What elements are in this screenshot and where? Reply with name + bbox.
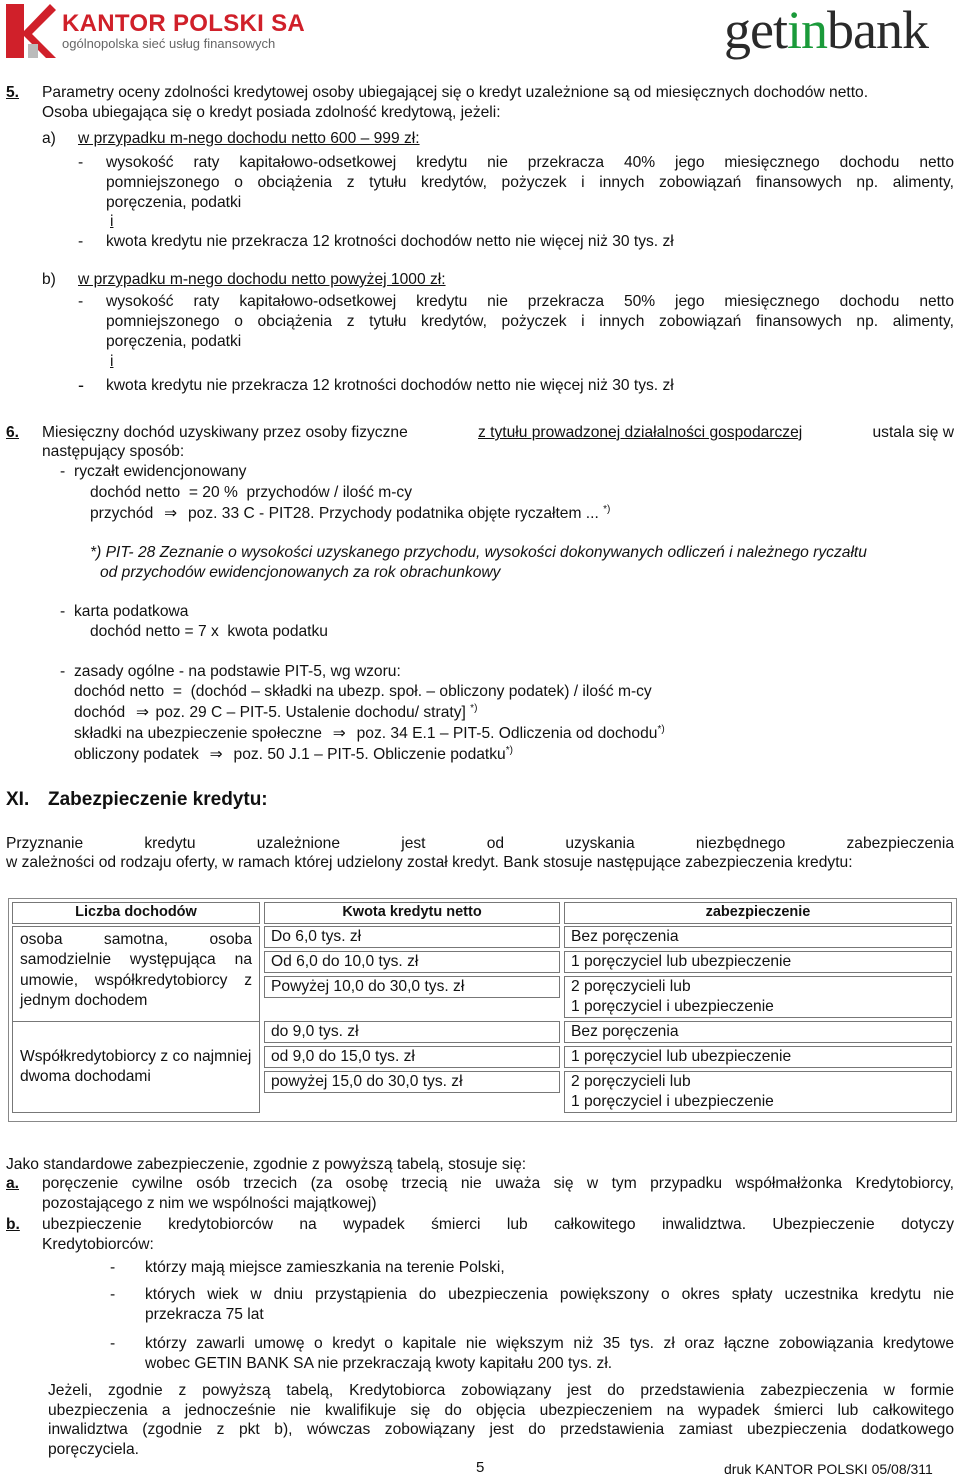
page-number: 5 xyxy=(476,1459,485,1476)
ryczalt-przychod xyxy=(90,504,610,524)
section-6-line-1-underlined: z tytułu prowadzonej działalności gospodarczej xyxy=(478,424,803,441)
footnote-mark: *) xyxy=(470,702,478,714)
item-a-line-1: poręczenie cywilne osób trzecich (za osobę trzecią nie uważa się w tym przypadku współmałżonka Kredytobiorcy, xyxy=(42,1175,954,1192)
table-cell-security: 1 poręczyciel lub ubezpieczenie xyxy=(564,951,952,973)
zasady-formula: dochód netto = (dochód – składki na ubezp. społ. – obliczony podatek) / ilość m-cy xyxy=(74,683,652,700)
dash: - xyxy=(78,233,84,250)
arrow-right-icon: ⇒ xyxy=(209,746,223,763)
table-cell-security-line-1: 2 poręczycieli lub xyxy=(571,978,691,995)
skladki-label: składki na ubezpieczenie społeczne xyxy=(74,725,322,742)
section-xi-title: Zabezpieczenie kredytu: xyxy=(48,789,268,810)
table-cell-security: Bez poręczenia xyxy=(564,926,952,948)
standard-intro: Jako standardowe zabezpieczenie, zgodnie z powyższą tabelą, stosuje się: xyxy=(6,1156,527,1173)
footnote-mark: *) xyxy=(657,723,665,735)
section-xi-number: XI. xyxy=(6,789,30,810)
item-b-label: b. xyxy=(6,1216,20,1233)
table-group-1-label: osoba samotna, osoba samodzielnie występująca na umowie, współkredytobiorcy z jednym dochodem xyxy=(12,926,260,1022)
table-cell-amount: Do 6,0 tys. zł xyxy=(264,926,560,948)
karta-heading: karta podatkowa xyxy=(74,603,189,620)
getin-bank-logo xyxy=(724,0,928,60)
kantor-logo-mark-icon xyxy=(6,4,56,58)
podatek-label: obliczony podatek xyxy=(74,746,199,763)
dash: - xyxy=(78,154,84,171)
podatek-ref: poz. 50 J.1 – PIT-5. Obliczenie podatku xyxy=(233,746,506,763)
item-a-1-line-2: pomniejszonego o obciążenia z tytułu kredytów, pożyczek i innych zobowiązań finansowych np. alimenty, xyxy=(106,174,954,191)
table-cell-security: 1 poręczyciel lub ubezpieczenie xyxy=(564,1046,952,1068)
karta-formula: dochód netto = 7 x kwota podatku xyxy=(90,623,328,640)
condition-1: którzy mają miejsce zamieszkania na terenie Polski, xyxy=(145,1259,505,1276)
ryczalt-heading: ryczałt ewidencjonowany xyxy=(74,463,247,480)
item-a-1-line-3: poręczenia, podatki xyxy=(106,194,242,211)
przychod-label: przychód xyxy=(90,505,154,522)
footnote-mark: *) xyxy=(505,744,513,756)
getin-logo-bank: bank xyxy=(827,0,928,60)
przychod-ref: poz. 33 C - PIT28. Przychody podatnika objęte ryczałtem ... xyxy=(187,505,599,522)
item-a-label: a) xyxy=(42,130,56,147)
table-cell-amount: Od 6,0 do 10,0 tys. zł xyxy=(264,951,560,973)
dochod-ref: poz. 29 C – PIT-5. Ustalenie dochodu/ straty] xyxy=(155,704,466,721)
dash: - xyxy=(60,663,66,680)
zasady-podatek xyxy=(74,745,513,765)
table-cell-security xyxy=(564,976,952,1018)
table-group-2-label: Współkredytobiorcy z co najmniej dwoma dochodami xyxy=(12,1021,260,1113)
item-a-heading: w przypadku m-nego dochodu netto 600 – 999 zł: xyxy=(78,130,420,147)
item-b-1-line-3: poręczenia, podatki xyxy=(106,333,242,350)
section-6-line-1 xyxy=(42,423,954,443)
section-xi-paragraph-line-2: w zależności od rodzaju oferty, w ramach której udzielony został kredyt. Bank stosuje następujące zabezpieczenia kredytu: xyxy=(6,854,853,871)
table-cell-security xyxy=(564,1071,952,1113)
dash: - xyxy=(78,293,84,310)
section-6-line-1-b: ustala się w xyxy=(872,424,954,441)
zasady-dochod xyxy=(74,703,477,723)
section-6-line-2: następujący sposób: xyxy=(42,443,185,460)
item-a-1-line-1: wysokość raty kapitałowo-odsetkowej kredytu nie przekracza 40% jego miesięcznego dochodu netto xyxy=(106,154,954,171)
dash: - xyxy=(78,375,84,395)
item-b-1-line-2: pomniejszonego o obciążenia z tytułu kredytów, pożyczek i innych zobowiązań finansowych np. alimenty, xyxy=(106,313,954,330)
item-b-2: kwota kredytu nie przekracza 12 krotności dochodów netto nie więcej niż 30 tys. zł xyxy=(106,377,674,394)
security-table xyxy=(8,898,957,1122)
table-cell-security-line-2: 1 poręczyciel i ubezpieczenie xyxy=(571,1093,774,1111)
skladki-ref: poz. 34 E.1 – PIT-5. Odliczenia od dochodu xyxy=(356,725,658,742)
zasady-heading: zasady ogólne - na podstawie PIT-5, wg wzoru: xyxy=(74,663,401,680)
final-paragraph-line-1: Jeżeli, zgodnie z powyższą tabelą, Kredytobiorca zobowiązany jest do przedstawienia zabezpieczenia w formie xyxy=(48,1382,954,1399)
final-paragraph-line-2: ubezpieczenia a jednocześnie nie kwalifikuje się do objęcia ubezpieczeniem na wypadek śmierci lub całkowitego xyxy=(48,1402,954,1419)
table-cell-amount: do 9,0 tys. zł xyxy=(264,1021,560,1043)
item-a-and: i xyxy=(110,213,114,230)
table-cell-amount: powyżej 15,0 do 30,0 tys. zł xyxy=(264,1071,560,1093)
print-code: druk KANTOR POLSKI 05/08/311 xyxy=(724,1461,933,1477)
zasady-skladki xyxy=(74,724,665,744)
item-a-line-2: pozostającego z nim we wspólności majątkowej) xyxy=(42,1195,377,1212)
table-cell-security-line-1: 2 poręczycieli lub xyxy=(571,1073,691,1090)
item-b-label: b) xyxy=(42,271,56,288)
arrow-right-icon: ⇒ xyxy=(332,725,346,742)
item-a-label: a. xyxy=(6,1175,20,1192)
kantor-title: KANTOR POLSKI SA xyxy=(62,10,306,37)
item-b-line-2: Kredytobiorców: xyxy=(42,1236,154,1253)
item-b-1-line-1: wysokość raty kapitałowo-odsetkowej kredytu nie przekracza 50% jego miesięcznego dochodu netto xyxy=(106,293,954,310)
dash: - xyxy=(60,603,66,620)
condition-2-line-2: przekracza 75 lat xyxy=(145,1306,264,1323)
ryczalt-formula: dochód netto = 20 % przychodów / ilość m-cy xyxy=(90,484,412,501)
dash: - xyxy=(110,1259,116,1276)
getin-logo-in: in xyxy=(786,0,827,60)
footnote-line-1: *) PIT- 28 Zeznanie o wysokości uzyskanego przychodu, wysokości dokonywanych odliczeń i należnego ryczałtu xyxy=(90,544,867,561)
footnote-line-2: od przychodów ewidencjonowanych za rok obrachunkowy xyxy=(100,564,501,581)
dash: - xyxy=(110,1335,116,1352)
table-cell-amount: Powyżej 10,0 do 30,0 tys. zł xyxy=(264,976,560,998)
table-header-amount: Kwota kredytu netto xyxy=(264,902,560,924)
getin-logo-get: get xyxy=(724,0,787,60)
arrow-right-icon: ⇒ xyxy=(164,505,178,522)
table-header-income: Liczba dochodów xyxy=(12,902,260,924)
item-b-and: i xyxy=(110,353,114,370)
section-6-number: 6. xyxy=(6,424,20,441)
table-cell-amount: od 9,0 do 15,0 tys. zł xyxy=(264,1046,560,1068)
arrow-right-icon: ⇒ xyxy=(135,704,150,721)
dochod-label: dochód xyxy=(74,704,126,721)
section-6-line-1-a: Miesięczny dochód uzyskiwany przez osoby fizyczne xyxy=(42,424,408,441)
dash: - xyxy=(60,463,66,480)
condition-3-line-2: wobec GETIN BANK SA nie przekraczają kwoty kapitału 200 tys. zł. xyxy=(145,1355,613,1372)
kantor-subtitle: ogólnopolska sieć usług finansowych xyxy=(62,36,276,51)
section-5-intro-2: Osoba ubiegająca się o kredyt posiada zdolność kredytową, jeżeli: xyxy=(42,104,501,121)
item-a-2: kwota kredytu nie przekracza 12 krotności dochodów netto nie więcej niż 30 tys. zł xyxy=(106,233,674,250)
table-cell-security: Bez poręczenia xyxy=(564,1021,952,1043)
section-5-number: 5. xyxy=(6,84,20,101)
dash: - xyxy=(110,1286,116,1303)
final-paragraph-line-3: inwalidztwa (zgodnie z pkt b), wówczas zobowiązany jest do przedstawienia zamiast ubezpieczenia dodatkowego xyxy=(48,1421,954,1438)
section-xi-paragraph-line-1: Przyznanie kredytu uzależnione jest od uzyskania niezbędnego zabezpieczenia xyxy=(6,835,954,852)
condition-3-line-1: którzy zawarli umowę o kredyt o kapitale nie większym niż 35 tys. zł oraz łączne zobowiązania kredytowe xyxy=(145,1335,954,1352)
table-cell-security-line-2: 1 poręczyciel i ubezpieczenie xyxy=(571,998,774,1016)
table-header-security: zabezpieczenie xyxy=(564,902,952,924)
section-5-intro-1: Parametry oceny zdolności kredytowej osoby ubiegającej się o kredyt uzależnione są od miesięcznych dochodów netto. xyxy=(42,84,869,101)
final-paragraph-line-4: poręczyciela. xyxy=(48,1441,140,1458)
item-b-heading: w przypadku m-nego dochodu netto powyżej 1000 zł: xyxy=(78,271,446,288)
item-b-line-1: ubezpieczenie kredytobiorców na wypadek śmierci lub całkowitego inwalidztwa. Ubezpieczenie dotyczy xyxy=(42,1216,954,1233)
condition-2-line-1: których wiek w dniu przystąpienia do ubezpieczenia powiększony o okres spłaty uczestnika kredytu nie xyxy=(145,1286,954,1303)
footnote-mark: *) xyxy=(603,503,611,515)
